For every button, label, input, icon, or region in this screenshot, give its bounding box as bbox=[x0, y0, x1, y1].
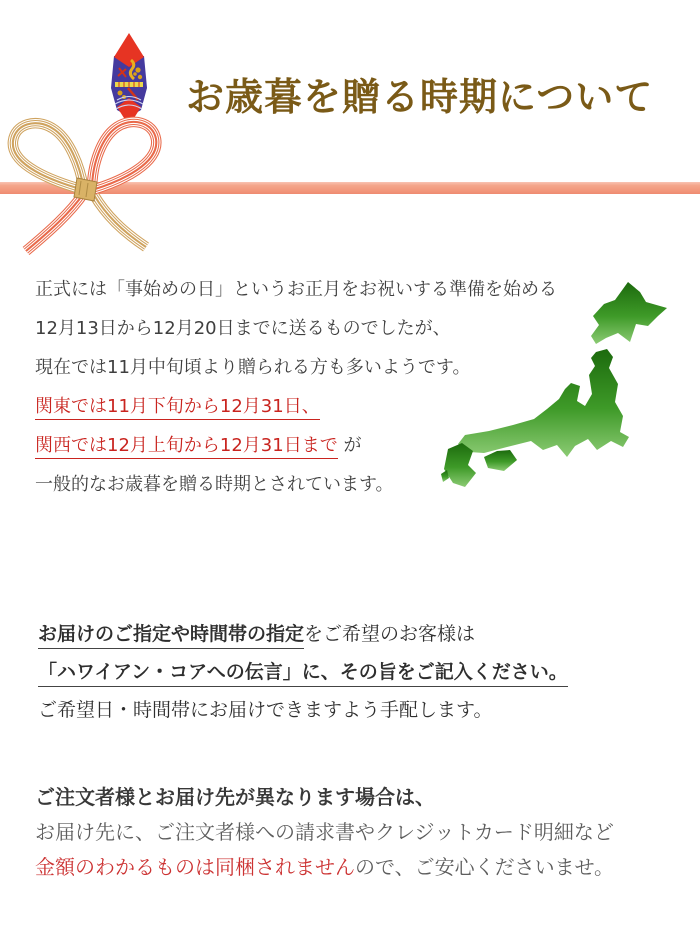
billing-note-section bbox=[35, 785, 614, 890]
bow-left-loop-gold bbox=[13, 123, 84, 190]
bow-knot bbox=[74, 178, 97, 201]
shikoku-shape bbox=[484, 450, 517, 471]
kansai-period-highlight: 関西では12月上旬から12月31日まで bbox=[35, 435, 338, 459]
page-title: お歳暮を贈る時期について bbox=[186, 75, 654, 119]
honshu-shape bbox=[458, 349, 629, 457]
delivery-line-1-rest: をご希望のお客様は bbox=[304, 623, 476, 645]
delivery-note-section bbox=[38, 622, 568, 736]
intro-line-1: 正式には「事始めの日」というお正月をお祝いする準備を始める bbox=[35, 279, 557, 300]
delivery-line-3: ご希望日・時間帯にお届けできますよう手配します。 bbox=[38, 699, 493, 721]
intro-line-2: 12月13日から12月20日までに送るものでしたが、 bbox=[35, 318, 451, 339]
kansai-period-suffix: が bbox=[337, 435, 362, 456]
japan-map bbox=[434, 276, 694, 506]
noshi-ornament-icon bbox=[104, 30, 154, 128]
bow-right-tail-gold bbox=[94, 195, 146, 247]
bow-left-tail-red bbox=[26, 193, 84, 251]
delivery-emphasis: お届けのご指定や時間帯の指定 bbox=[38, 623, 304, 649]
billing-line-2: お届け先に、ご注文者様への請求書やクレジットカード明細など bbox=[35, 820, 614, 844]
hokkaido-shape bbox=[591, 282, 667, 344]
bow-right-loop-red bbox=[92, 122, 156, 190]
no-invoice-highlight: 金額のわかるものは同梱されません bbox=[35, 855, 355, 879]
intro-line-6: 一般的なお歳暮を贈る時期とされています。 bbox=[35, 474, 394, 495]
billing-line-3 bbox=[35, 855, 614, 879]
billing-line-3-rest: ので、ご安心くださいませ。 bbox=[355, 855, 614, 879]
delivery-line-1 bbox=[38, 622, 568, 646]
intro-line-3: 現在では11月中旬頃より贈られる方も多いようです。 bbox=[35, 357, 471, 378]
kanto-period-highlight: 関東では11月下旬から12月31日、 bbox=[35, 396, 320, 420]
billing-line-1: ご注文者様とお届け先が異なります場合は、 bbox=[35, 785, 435, 809]
delivery-line-2 bbox=[38, 660, 568, 684]
mizuhiki-bow-icon bbox=[0, 115, 170, 263]
delivery-message-field-note: 「ハワイアン・コアへの伝言」に、その旨をご記入ください。 bbox=[38, 661, 568, 687]
